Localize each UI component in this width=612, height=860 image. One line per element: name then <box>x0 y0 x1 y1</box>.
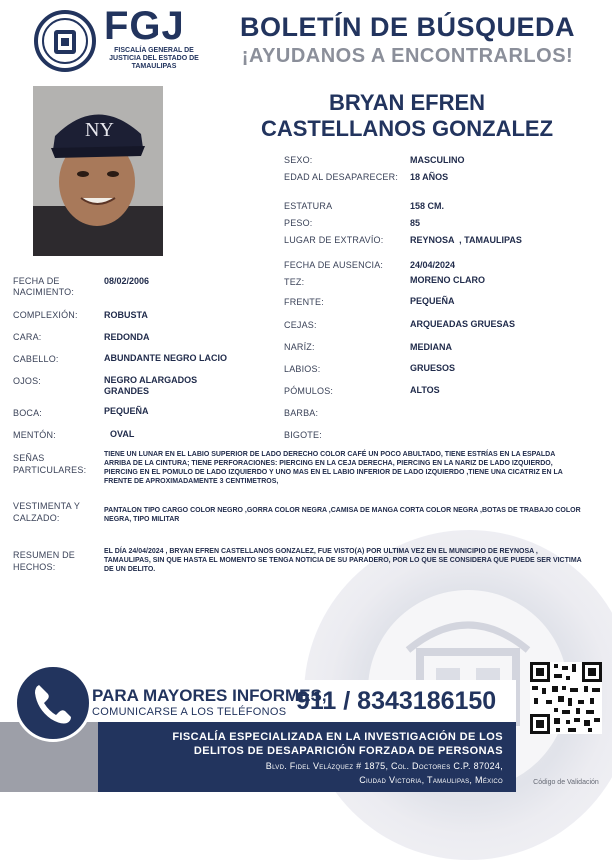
field-value-lugar: REYNOSA , TAMAULIPAS <box>410 235 522 245</box>
field-label-barba: BARBA: <box>284 408 319 418</box>
field-label-frente: FRENTE: <box>284 297 324 307</box>
vestimenta-label: VESTIMENTA Y CALZADO: <box>13 501 80 523</box>
field-label-sexo: SEXO: <box>284 155 313 165</box>
field-value-nacimiento: 08/02/2006 <box>104 276 150 286</box>
field-value-sexo: MASCULINO <box>410 155 465 165</box>
field-label-cara: CARA: <box>13 332 42 342</box>
field-label-estatura: ESTATURA <box>284 201 333 211</box>
field-label-pomulos: PÓMULOS: <box>284 386 334 396</box>
field-value-fecha-ausencia: 24/04/2024 <box>410 260 456 270</box>
field-value-menton: OVAL <box>110 429 135 439</box>
info-line-1: PARA MAYORES INFORMES, <box>92 686 327 705</box>
field-value-labios: GRUESOS <box>410 363 456 373</box>
field-label-cabello: CABELLO: <box>13 354 59 364</box>
bulletin-subtitle: ¡AYUDANOS A ENCONTRARLOS! <box>241 45 574 67</box>
field-value-estatura: 158 CM. <box>410 201 445 211</box>
person-last-names: CASTELLANOS GONZALEZ <box>260 116 554 141</box>
field-value-ojos: NEGRO ALARGADOS GRANDES <box>104 375 198 396</box>
field-value-edad: 18 AÑOS <box>410 172 449 182</box>
field-label-menton: MENTÓN: <box>13 430 56 440</box>
field-label-fecha-ausencia: FECHA DE AUSENCIA: <box>284 260 384 270</box>
field-value-complexion: ROBUSTA <box>104 310 148 320</box>
agency-line-1: FISCALÍA ESPECIALIZADA EN LA INVESTIGACIÓN DE LOS <box>172 731 503 743</box>
field-label-nariz: NARÍZ: <box>284 342 315 352</box>
address-line-2: Ciudad Victoria, Tamaulipas, México <box>359 775 503 785</box>
field-label-labios: LABIOS: <box>284 364 321 374</box>
institution-name: FISCALÍA GENERAL DE JUSTICIA DEL ESTADO DE TAMAULIPAS <box>109 47 199 70</box>
person-first-names: BRYAN EFREN <box>328 90 486 115</box>
field-label-bigote: BIGOTE: <box>284 430 322 440</box>
vestimenta-text: PANTALON TIPO CARGO COLOR NEGRO ,GORRA COLOR NEGRA ,CAMISA DE MANGA CORTA COLOR NEGRA ,BOTAS DE TRABAJO COLOR NEGRA, TIPO MILITAR <box>104 507 581 523</box>
senas-label: SEÑAS PARTICULARES: <box>13 453 87 475</box>
info-line-2: COMUNICARSE A LOS TELÉFONOS <box>92 706 287 718</box>
senas-text: TIENE UN LUNAR EN EL LABIO SUPERIOR DE LADO DERECHO COLOR CAFÉ UN POCO ABULTADO, TIENE ESTRÍAS EN LA ESPALDA ARRIBA DE LA CINTURA; TIENE PERFORACIONES: PIERCING EN LA CEJA DERECHA, PIERCING EN LA NARIZ DE LADO IZQUIERDO, PIERCING EN EL POMULO DE LADO IZQUIERDO Y UNO MAS EN EL LABIO INFERIOR DE LADO IZQUIERDO ,TIENE UNA CICATRIZ EN LA FRENTE DE APROXIMADAMENTE 3 CENTIMETROS, <box>104 451 563 485</box>
field-label-lugar: LUGAR DE EXTRAVÍO: <box>284 235 384 245</box>
field-label-nacimiento: FECHA DE NACIMIENTO: <box>13 276 75 297</box>
contact-phone: 911 / 8343186150 <box>296 687 497 715</box>
field-value-frente: PEQUEÑA <box>410 296 455 306</box>
field-label-peso: PESO: <box>284 218 313 228</box>
svg-text:NY: NY <box>85 119 114 141</box>
field-label-ojos: OJOS: <box>13 376 42 386</box>
field-label-cejas: CEJAS: <box>284 320 317 330</box>
field-label-complexion: COMPLEXIÓN: <box>13 310 78 320</box>
field-value-pomulos: ALTOS <box>410 385 440 395</box>
field-value-cara: REDONDA <box>104 332 150 342</box>
address-line-1: Blvd. Fidel Velázquez # 1875, Col. Doctores C.P. 87024, <box>265 761 503 771</box>
field-value-tez: MORENO CLARO <box>410 275 485 285</box>
field-value-cejas: ARQUEADAS GRUESAS <box>410 319 516 329</box>
field-value-peso: 85 <box>410 218 421 228</box>
field-label-edad: EDAD AL DESAPARECER: <box>284 172 399 182</box>
qr-caption: Código de Validación <box>533 779 599 786</box>
resumen-text: EL DÍA 24/04/2024 , BRYAN EFREN CASTELLANOS GONZALEZ, FUE VISTO(A) POR ULTIMA VEZ EN EL MUNICIPIO DE REYNOSA , TAMAULIPAS, SIN QUE HASTA EL MOMENTO SE TENGA NOTICIA DE SU PARADERO, POR LO QUE SE CONSIDERA QUE PUEDE SER VICTIMA DE UN DELITO. <box>104 548 582 573</box>
field-value-nariz: MEDIANA <box>410 342 452 352</box>
validation-qr-code-icon[interactable] <box>530 662 602 734</box>
field-label-boca: BOCA: <box>13 408 43 418</box>
field-value-cabello: ABUNDANTE NEGRO LACIO <box>104 353 227 363</box>
field-value-boca: PEQUEÑA <box>104 406 149 416</box>
fgj-logo-text: FGJ <box>104 4 185 48</box>
agency-line-2: DELITOS DE DESAPARICIÓN FORZADA DE PERSONAS <box>193 745 503 757</box>
field-label-tez: TEZ: <box>284 277 305 287</box>
bulletin-title: BOLETÍN DE BÚSQUEDA <box>239 12 576 42</box>
fgj-emblem-icon <box>34 10 96 72</box>
missing-person-photo <box>33 86 163 256</box>
resumen-label: RESUMEN DE HECHOS: <box>13 550 76 572</box>
phone-icon <box>14 664 92 742</box>
